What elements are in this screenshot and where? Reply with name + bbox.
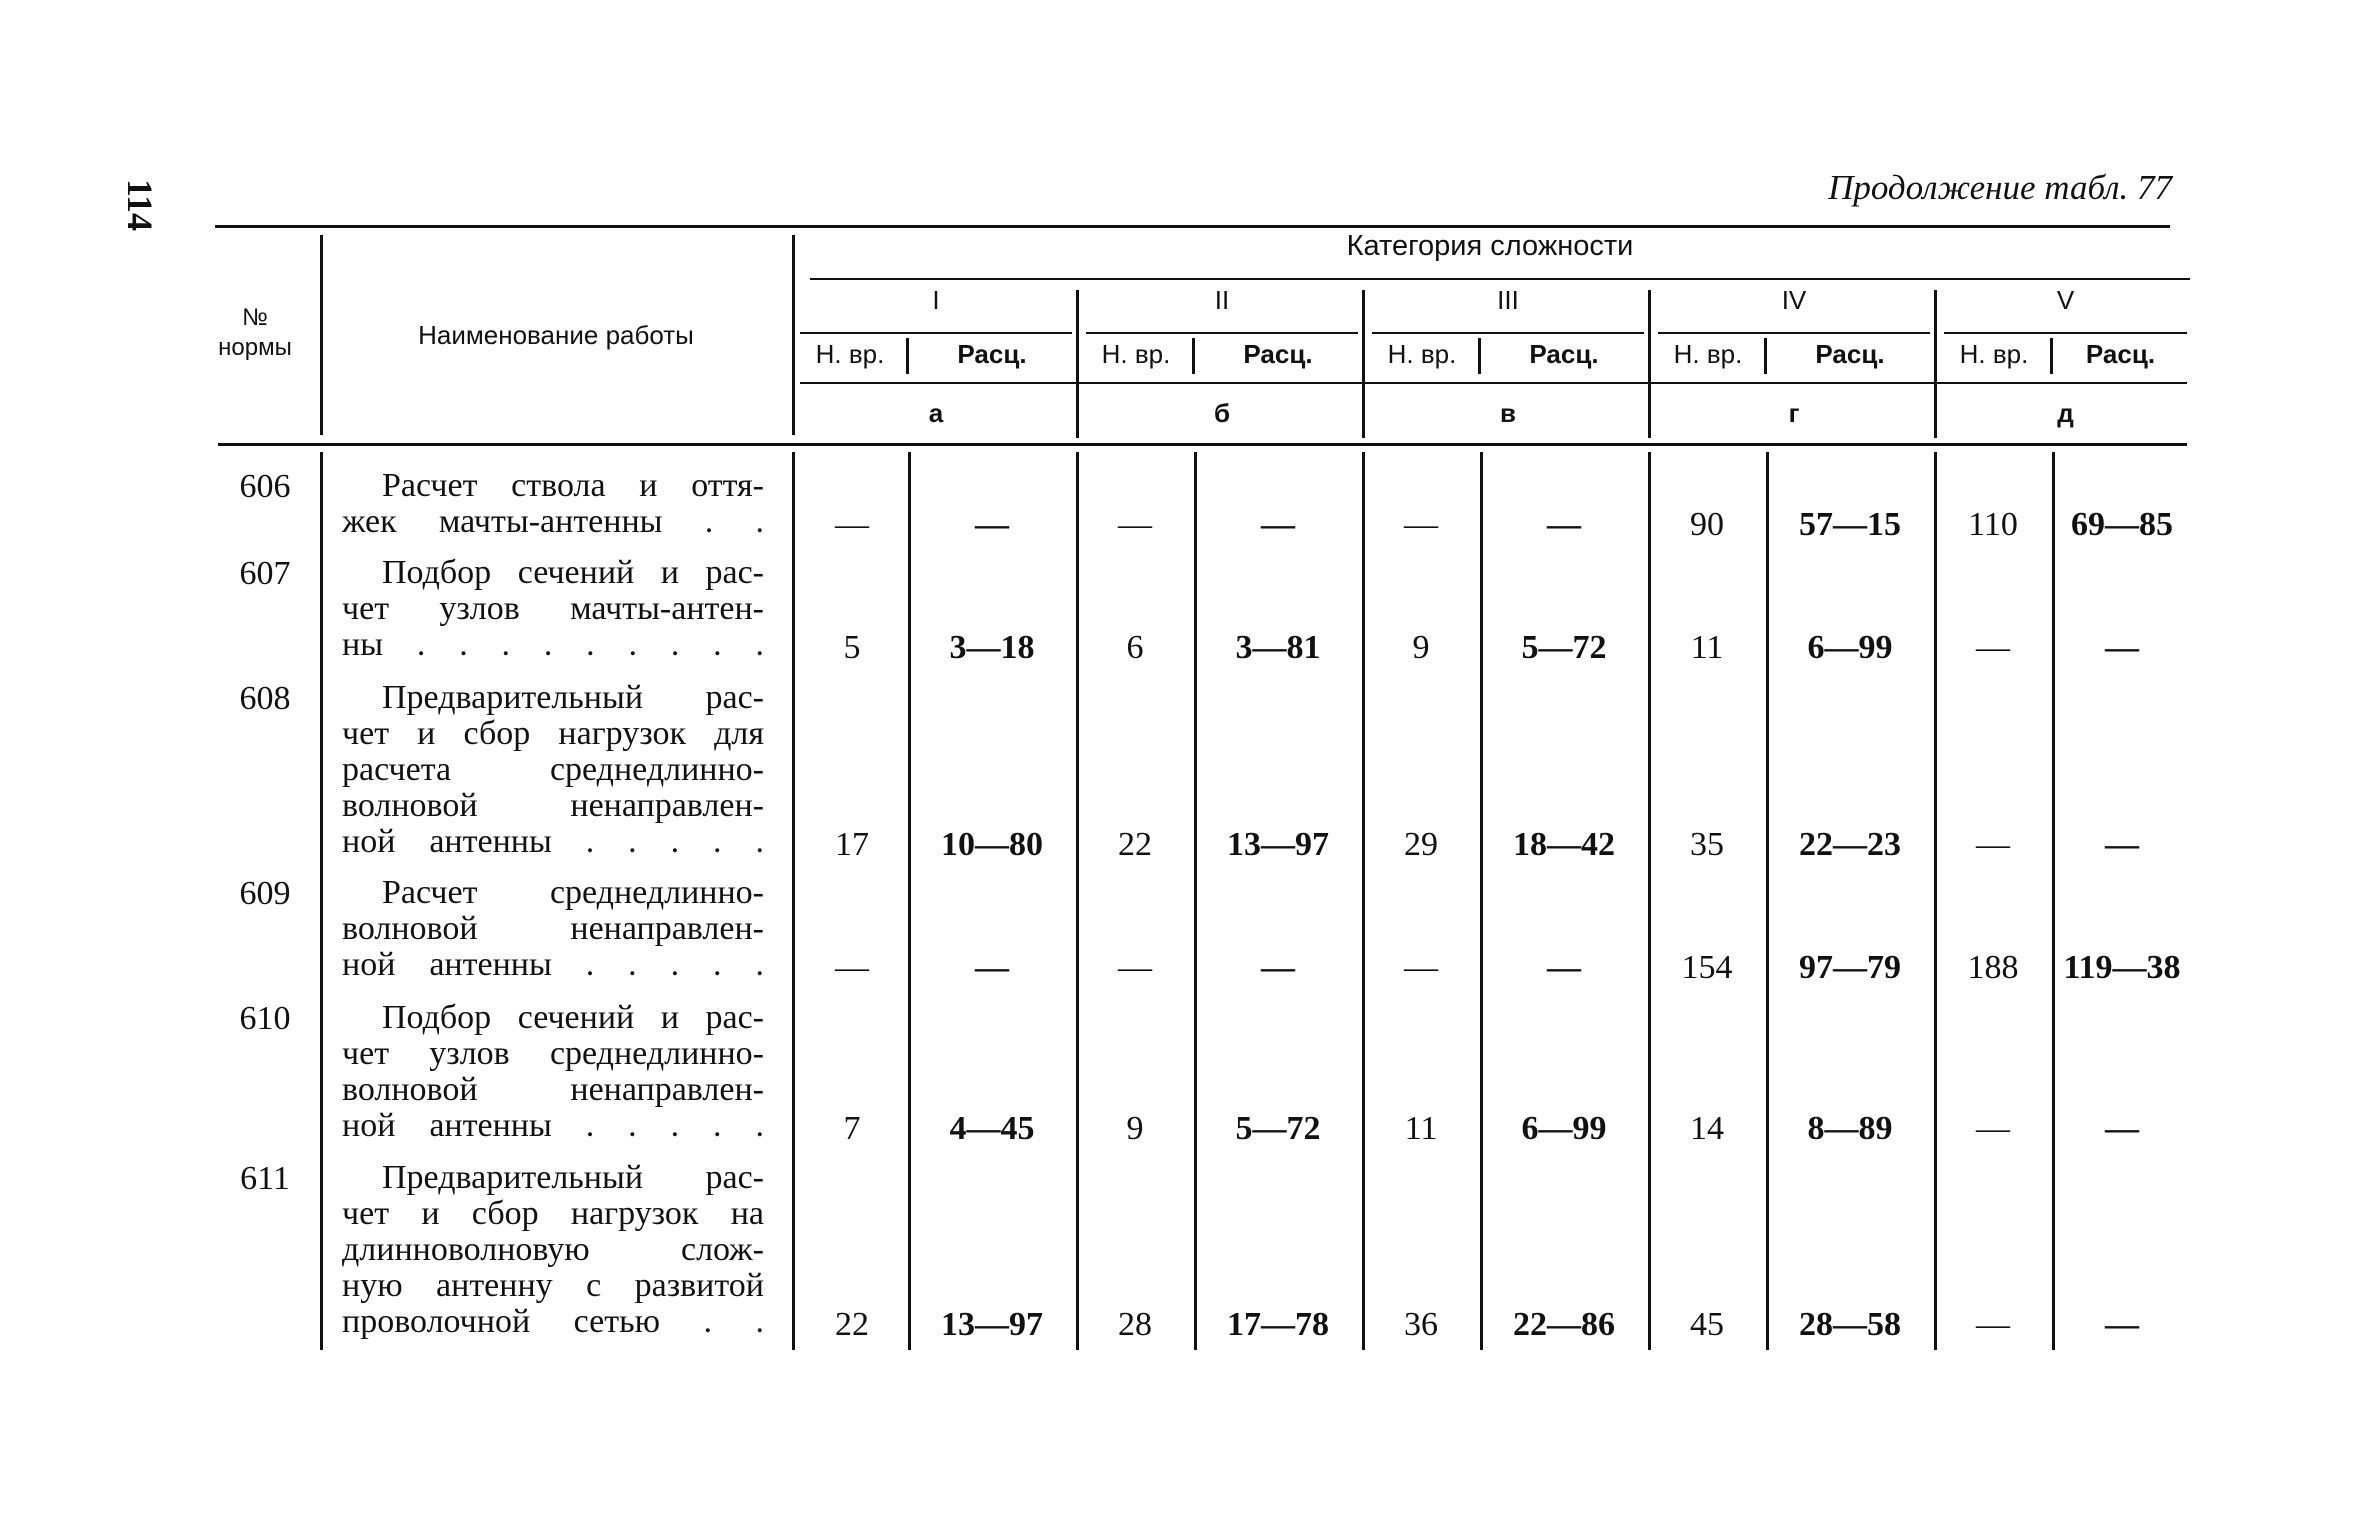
table-row: [0, 1160, 2362, 1344]
work-name-line: Расчет ствола и оття-: [382, 468, 764, 504]
time-norm-cell: —: [1976, 826, 2010, 863]
table-row: [0, 680, 2362, 864]
time-norm-cell: 45: [1690, 1306, 1724, 1343]
sub-rule-2: [1086, 332, 1358, 334]
rate-cell: 6—99: [1521, 1110, 1607, 1147]
time-norm-cell: 11: [1690, 629, 1724, 666]
work-name-line: Подбор сечений и рас-: [382, 555, 764, 591]
norm-number: 609: [239, 875, 291, 912]
rate-cell: 28—58: [1799, 1306, 1901, 1343]
time-norm-cell: 188: [1967, 949, 2019, 986]
rate-cell: 57—15: [1799, 506, 1901, 543]
work-name-line: волновой ненаправлен-: [342, 911, 764, 947]
header-vline-cat3: [1362, 290, 1365, 438]
work-name-line: Предварительный рас-: [382, 680, 764, 716]
header-vline-cat5: [1934, 290, 1937, 438]
time-norm-cell: —: [1976, 1110, 2010, 1147]
time-norm-cell: 14: [1690, 1110, 1724, 1147]
header-category-5: V: [2056, 285, 2075, 315]
time-norm-cell: 35: [1690, 826, 1724, 863]
header-tick-1: [906, 338, 909, 374]
rate-cell: 17—78: [1227, 1306, 1329, 1343]
work-name: [342, 680, 764, 860]
time-norm-cell: —: [1976, 1306, 2010, 1343]
sub-rule-5: [1944, 332, 2187, 334]
work-name-line: ной антенны . . . . .: [342, 947, 764, 983]
rate-cell: —: [2105, 629, 2139, 666]
header-category-3: III: [1497, 285, 1519, 315]
work-name: [342, 468, 764, 540]
table-row: [0, 555, 2362, 667]
header-rate-3: Расц.: [1529, 339, 1599, 369]
letter-rule: [800, 382, 2187, 384]
rate-cell: 18—42: [1513, 826, 1615, 863]
header-letter-3: в: [1500, 398, 1516, 428]
work-name-line: Подбор сечений и рас-: [382, 1000, 764, 1036]
header-letter-1: а: [928, 398, 944, 428]
rate-cell: 22—86: [1513, 1306, 1615, 1343]
time-norm-cell: 9: [1412, 629, 1430, 666]
time-norm-cell: 154: [1681, 949, 1733, 986]
header-letter-2: б: [1213, 398, 1231, 428]
header-work-name: Наименование работы: [418, 320, 694, 350]
work-name-line: Расчет среднедлинно-: [382, 875, 764, 911]
top-rule: [215, 225, 2170, 228]
work-name-line: волновой ненаправлен-: [342, 1072, 764, 1108]
rate-cell: 3—81: [1235, 629, 1321, 666]
rate-cell: —: [975, 949, 1009, 986]
rate-cell: 119—38: [2063, 949, 2181, 986]
work-name-line: ную антенну с развитой: [342, 1268, 764, 1304]
header-bottom-rule: [218, 443, 2187, 446]
rate-cell: —: [2105, 1306, 2139, 1343]
header-category-4: IV: [1781, 285, 1807, 315]
time-norm-cell: —: [1404, 949, 1438, 986]
header-tick-4: [1764, 338, 1767, 374]
time-norm-cell: —: [835, 949, 869, 986]
header-category-1: I: [932, 285, 940, 315]
rate-cell: —: [1547, 949, 1581, 986]
header-category-title: Категория сложности: [1346, 230, 1634, 262]
rate-cell: 69—85: [2071, 506, 2173, 543]
header-tick-3: [1478, 338, 1481, 374]
norm-number: 607: [239, 555, 291, 592]
table-row: [0, 468, 2362, 544]
work-name-line: расчета среднедлинно-: [342, 752, 764, 788]
rate-cell: 5—72: [1521, 629, 1607, 666]
time-norm-cell: 11: [1404, 1110, 1438, 1147]
work-name-line: ной антенны . . . . .: [342, 1108, 764, 1144]
header-time-5: Н. вр.: [1959, 339, 2029, 369]
time-norm-cell: 90: [1690, 506, 1724, 543]
time-norm-cell: 28: [1118, 1306, 1152, 1343]
category-rule: [810, 278, 2190, 280]
rate-cell: 22—23: [1799, 826, 1901, 863]
work-name-line: чет и сбор нагрузок для: [342, 716, 764, 752]
header-tick-5: [2050, 338, 2053, 374]
norm-number: 610: [239, 1000, 291, 1037]
header-letter-5: д: [2057, 398, 2074, 428]
rate-cell: —: [1547, 506, 1581, 543]
rate-cell: —: [1261, 506, 1295, 543]
rate-cell: —: [2105, 826, 2139, 863]
header-time-1: Н. вр.: [815, 339, 885, 369]
header-tick-2: [1192, 338, 1195, 374]
work-name-line: длинноволновую слож-: [342, 1232, 764, 1268]
rate-cell: 3—18: [949, 629, 1035, 666]
sub-rule-3: [1372, 332, 1644, 334]
header-rate-2: Расц.: [1243, 339, 1313, 369]
time-norm-cell: 22: [1118, 826, 1152, 863]
rate-cell: —: [1261, 949, 1295, 986]
header-rate-5: Расц.: [2085, 339, 2156, 369]
norm-number: 608: [239, 680, 291, 717]
sub-rule-4: [1658, 332, 1930, 334]
work-name-line: ной антенны . . . . .: [342, 824, 764, 860]
time-norm-cell: —: [835, 506, 869, 543]
time-norm-cell: —: [1404, 506, 1438, 543]
header-time-3: Н. вр.: [1387, 339, 1457, 369]
rate-cell: 13—97: [1227, 826, 1329, 863]
time-norm-cell: 110: [1968, 506, 2018, 543]
rate-cell: 13—97: [941, 1306, 1043, 1343]
time-norm-cell: 5: [843, 629, 861, 666]
header-time-4: Н. вр.: [1673, 339, 1743, 369]
work-name-line: жек мачты-антенны . .: [342, 504, 764, 540]
work-name-line: чет узлов среднедлинно-: [342, 1036, 764, 1072]
work-name: [342, 555, 764, 663]
rate-cell: 8—89: [1807, 1110, 1893, 1147]
rate-cell: 5—72: [1235, 1110, 1321, 1147]
page-number: 114: [120, 178, 160, 232]
time-norm-cell: —: [1118, 949, 1152, 986]
time-norm-cell: 9: [1126, 1110, 1144, 1147]
header-letter-4: г: [1788, 398, 1800, 428]
sub-rule-1: [800, 332, 1072, 334]
header-vline-norm: [320, 235, 323, 435]
header-rate-1: Расц.: [957, 339, 1027, 369]
rate-cell: 97—79: [1799, 949, 1901, 986]
work-name-line: проволочной сетью . .: [342, 1304, 764, 1340]
rate-cell: 4—45: [949, 1110, 1035, 1147]
table-caption: Продолжение табл. 77: [1828, 168, 2172, 207]
rate-cell: —: [975, 506, 1009, 543]
time-norm-cell: 17: [835, 826, 869, 863]
time-norm-cell: —: [1976, 629, 2010, 666]
header-rate-4: Расц.: [1815, 339, 1885, 369]
time-norm-cell: 22: [835, 1306, 869, 1343]
table-row: [0, 875, 2362, 987]
work-name-line: чет и сбор нагрузок на: [342, 1196, 764, 1232]
time-norm-cell: 6: [1126, 629, 1144, 666]
work-name: [342, 1000, 764, 1144]
table-row: [0, 1000, 2362, 1148]
header-category-2: II: [1214, 285, 1230, 315]
header-time-2: Н. вр.: [1101, 339, 1171, 369]
work-name: [342, 875, 764, 983]
work-name-line: Предварительный рас-: [382, 1160, 764, 1196]
rate-cell: —: [2105, 1110, 2139, 1147]
time-norm-cell: 7: [843, 1110, 861, 1147]
header-vline-work: [792, 235, 795, 435]
norm-number: 606: [239, 468, 291, 505]
header-norm-no-sign: №: [242, 304, 268, 331]
work-name-line: волновой ненаправлен-: [342, 788, 764, 824]
header-norm-no: [195, 303, 315, 363]
work-name-line: чет узлов мачты-антен-: [342, 591, 764, 627]
time-norm-cell: 29: [1404, 826, 1438, 863]
rate-cell: 10—80: [941, 826, 1043, 863]
time-norm-cell: 36: [1404, 1306, 1438, 1343]
work-name: [342, 1160, 764, 1340]
header-vline-cat4: [1648, 290, 1651, 438]
time-norm-cell: —: [1118, 506, 1152, 543]
header-norm-no-word: нормы: [218, 334, 292, 361]
norm-number: 611: [240, 1160, 290, 1197]
header-vline-cat2: [1076, 290, 1079, 438]
work-name-line: ны . . . . . . . . .: [342, 627, 764, 663]
rate-cell: 6—99: [1807, 629, 1893, 666]
